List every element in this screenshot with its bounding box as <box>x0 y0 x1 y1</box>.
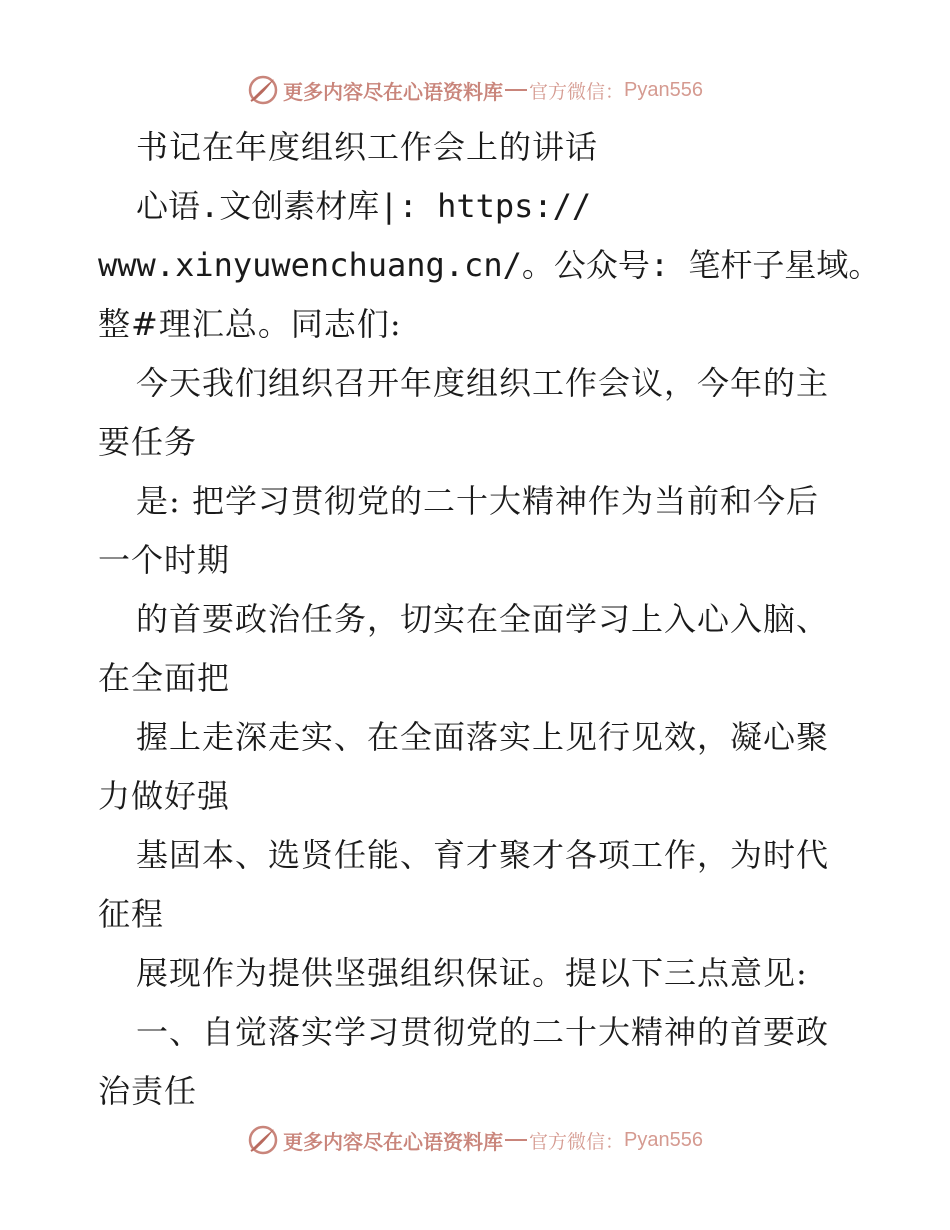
text-line: 力做好强 <box>98 777 231 815</box>
text-line: 一个时期 <box>98 541 231 579</box>
text-line: 是: 把学习贯彻党的二十大精神作为当前和今后 <box>136 482 819 520</box>
quill-logo-icon <box>247 74 279 106</box>
text-line: 在全面把 <box>98 659 231 697</box>
text-line: 整#理汇总。同志们: <box>98 305 402 343</box>
quill-logo-icon <box>247 1124 279 1156</box>
text-line: 一、自觉落实学习贯彻党的二十大精神的首要政 <box>136 1013 830 1051</box>
header-watermark-banner <box>0 70 950 110</box>
banner-text: 更多内容尽在心语资料库 <box>283 1129 503 1154</box>
banner-dash <box>505 89 527 91</box>
banner-dash <box>505 1139 527 1141</box>
banner-wechat-label: 官方微信： <box>529 1130 625 1153</box>
footer-watermark-banner <box>0 1120 950 1160</box>
text-line: 心语.文创素材库|: https:// <box>136 187 592 225</box>
text-line: 征程 <box>98 895 165 933</box>
banner-wechat-id: Pyan556 <box>624 1128 703 1151</box>
text-line: 治责任 <box>98 1072 198 1110</box>
document-body <box>98 118 881 1121</box>
text-line: www.xinyuwenchuang.cn/。公众号: 笔杆子星域。 <box>98 246 881 284</box>
banner-wechat-label: 官方微信： <box>529 80 625 103</box>
text-line: 今天我们组织召开年度组织工作会议，今年的主 <box>136 364 830 402</box>
text-line: 书记在年度组织工作会上的讲话 <box>136 128 599 166</box>
text-line: 基固本、选贤任能、育才聚才各项工作，为时代 <box>136 836 830 874</box>
text-line: 握上走深走实、在全面落实上见行见效，凝心聚 <box>136 718 830 756</box>
banner-wechat-id: Pyan556 <box>624 78 703 101</box>
banner-text: 更多内容尽在心语资料库 <box>283 79 503 104</box>
text-line: 要任务 <box>98 423 198 461</box>
text-line: 的首要政治任务，切实在全面学习上入心入脑、 <box>136 600 830 638</box>
text-line: 展现作为提供坚强组织保证。提以下三点意见: <box>136 954 808 992</box>
